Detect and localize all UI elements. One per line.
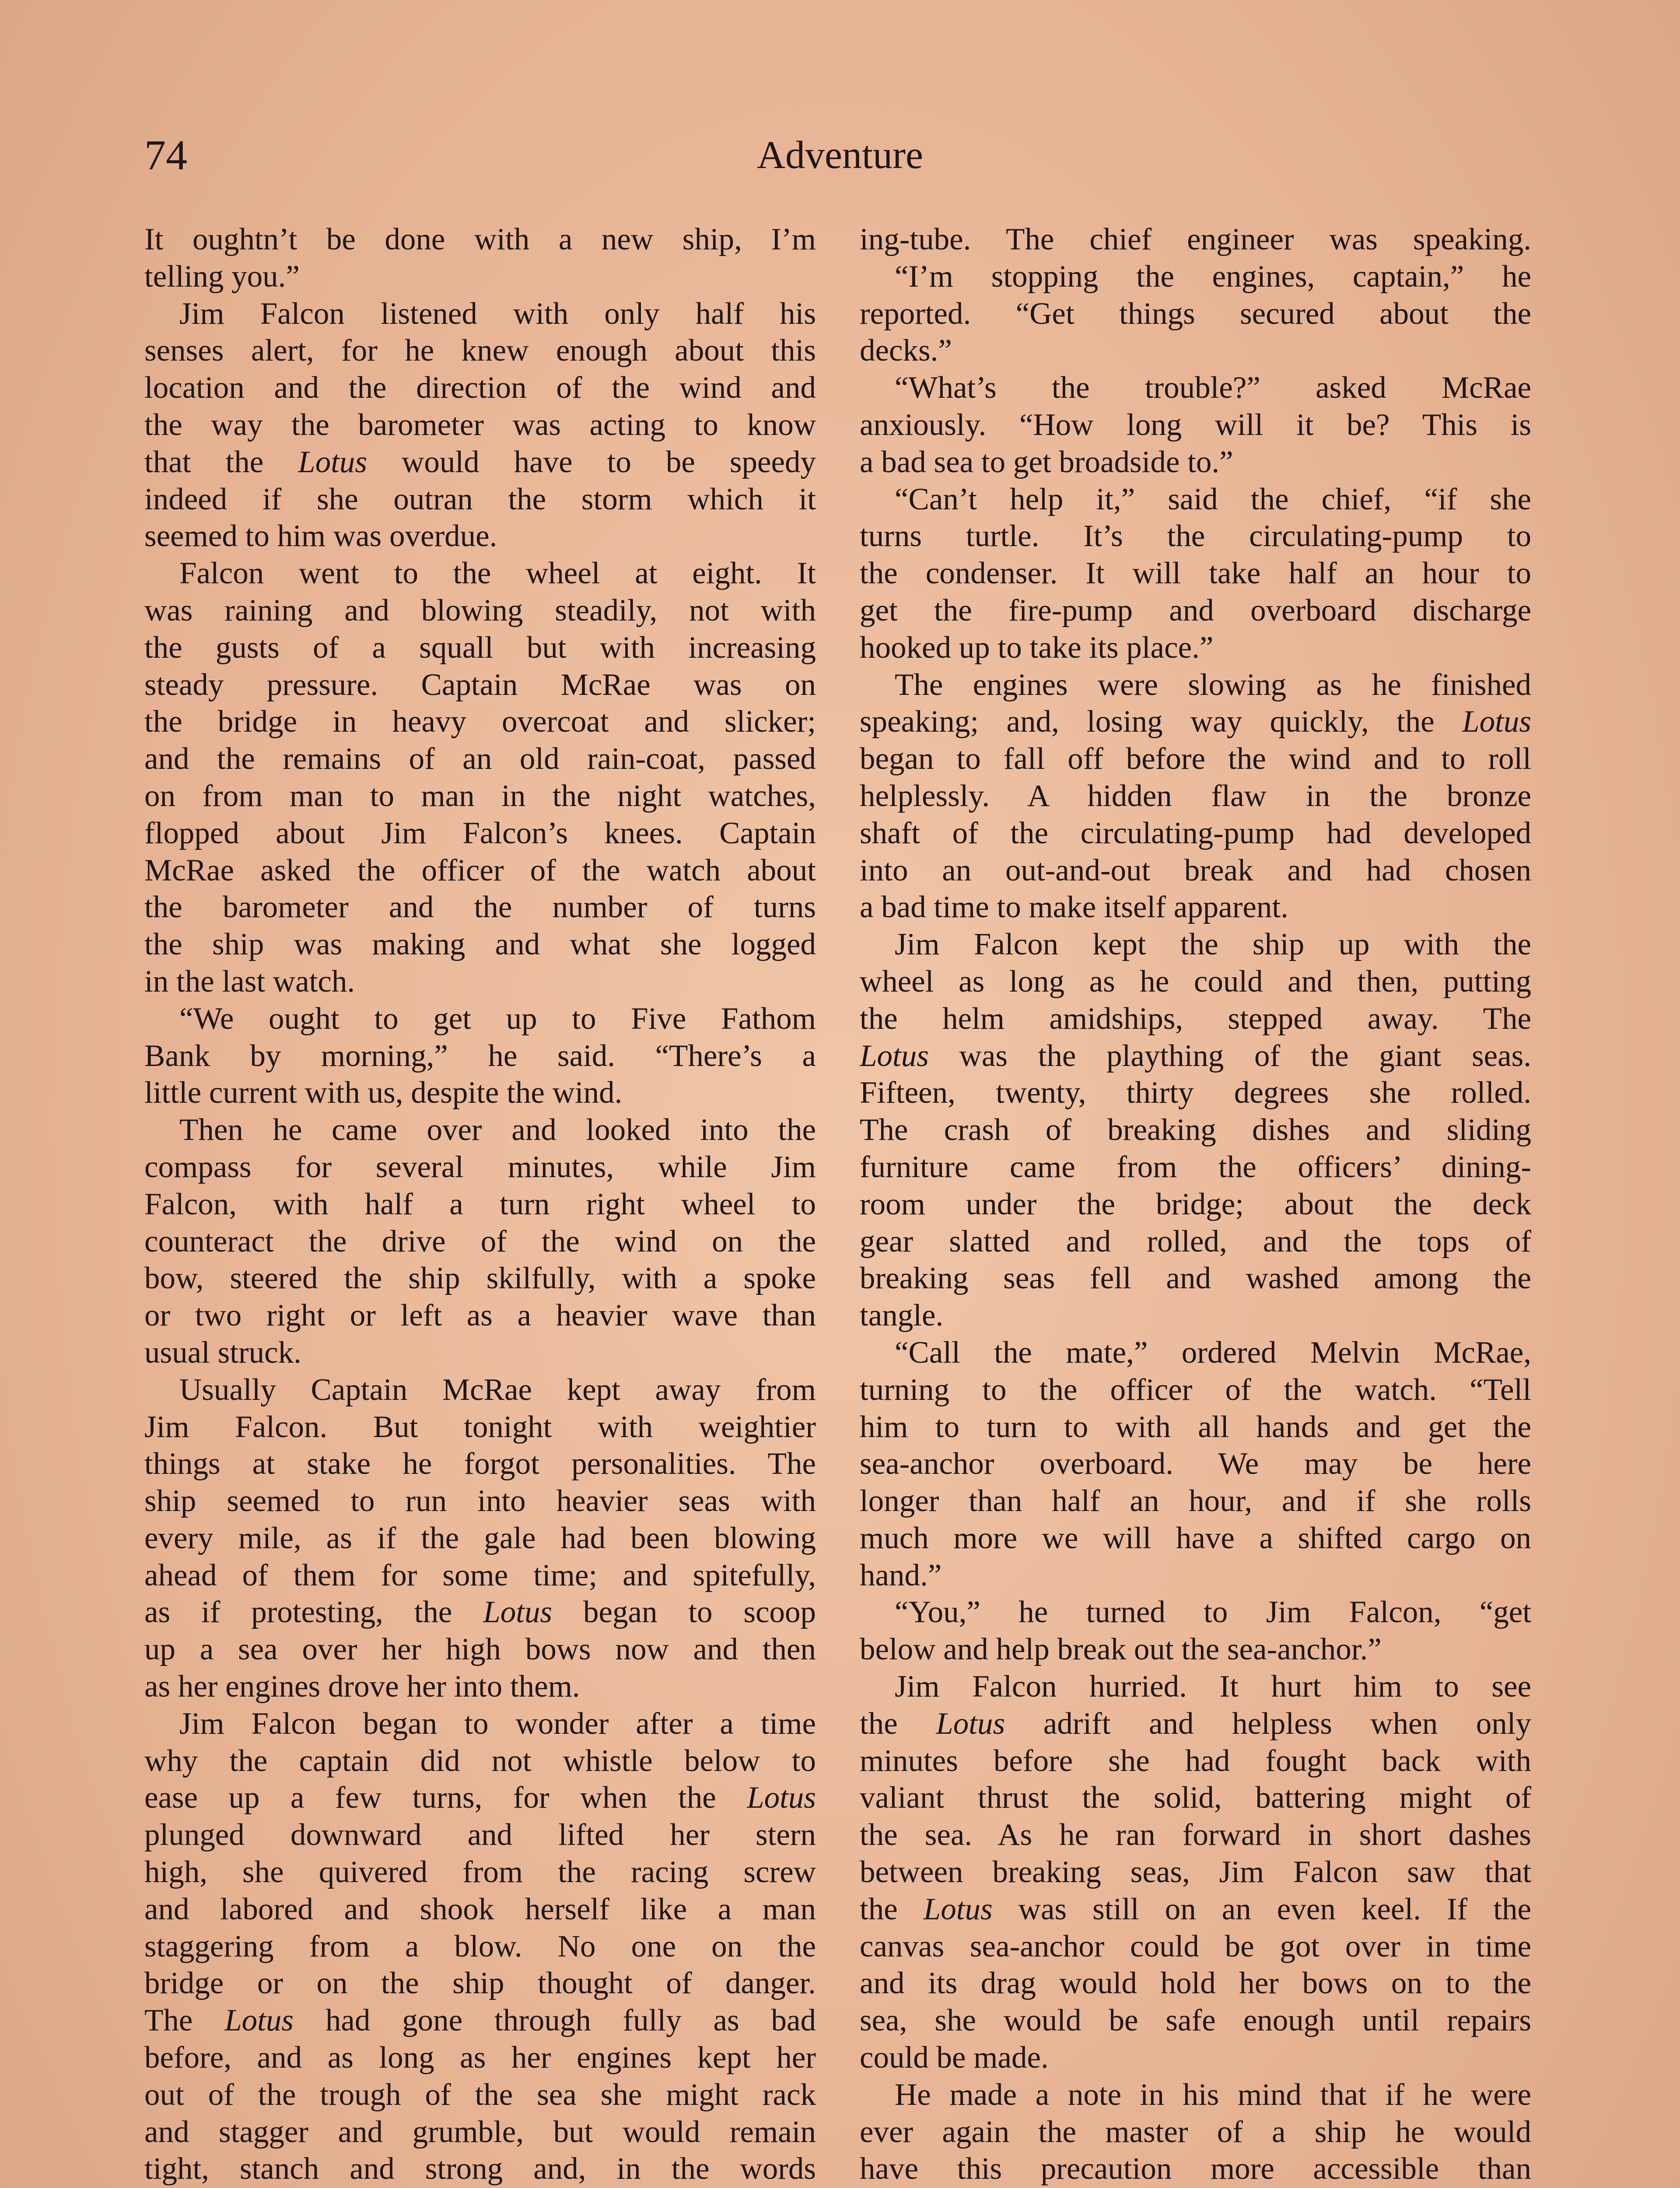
text-line: The Lotus had gone through fully as bad xyxy=(144,2003,816,2038)
text-line: Jim Falcon began to wonder after a time xyxy=(179,1706,816,1741)
text-line: the bridge in heavy overcoat and slicker; xyxy=(144,705,816,739)
text-line: bow, steered the ship skilfully, with a spoke xyxy=(144,1261,816,1296)
text-line: a bad sea to get broadside to.” xyxy=(860,445,1233,479)
text-line: seemed to him was overdue. xyxy=(144,519,497,554)
text-line: below and help break out the sea-anchor.” xyxy=(860,1632,1382,1667)
text-line: began to fall off before the wind and to roll xyxy=(860,742,1531,776)
text-line: sea, she would be safe enough until repairs xyxy=(860,2003,1531,2038)
text-line: the sea. As he ran forward in short dashes xyxy=(860,1818,1531,1852)
text-line: and the remains of an old rain-coat, passed xyxy=(144,742,816,776)
text-line: steady pressure. Captain McRae was on xyxy=(144,667,816,702)
text-line: Jim Falcon hurried. It hurt him to see xyxy=(895,1669,1531,1704)
right-column xyxy=(860,221,1531,2188)
text-line: Jim Falcon kept the ship up with the xyxy=(895,927,1531,962)
text-line: the Lotus was still on an even keel. If the xyxy=(860,1892,1531,1926)
text-line: ever again the master of a ship he would xyxy=(860,2114,1531,2149)
text-line: decks.” xyxy=(860,333,952,368)
text-line: gear slatted and rolled, and the tops of xyxy=(860,1224,1531,1259)
text-line: the ship was making and what she logged xyxy=(144,927,816,962)
text-line: tight, stanch and strong and, in the words xyxy=(144,2152,816,2186)
text-line: sea-anchor overboard. We may be here xyxy=(860,1447,1531,1481)
text-line: into an out-and-out break and had chosen xyxy=(860,853,1531,887)
text-line: minutes before she had fought back with xyxy=(860,1743,1531,1778)
text-line: as her engines drove her into them. xyxy=(144,1669,580,1704)
text-line: helplessly. A hidden flaw in the bronze xyxy=(860,778,1531,813)
text-line: and its drag would hold her bows on to the xyxy=(860,1966,1531,2001)
text-line: “We ought to get up to Five Fathom xyxy=(179,1001,816,1036)
text-line: the gusts of a squall but with increasing xyxy=(144,630,816,665)
text-line: Falcon, with half a turn right wheel to xyxy=(144,1187,816,1221)
running-title: Adventure xyxy=(757,133,923,177)
text-line: canvas sea-anchor could be got over in time xyxy=(860,1929,1531,1964)
text-line: Jim Falcon. But tonight with weightier xyxy=(144,1410,816,1444)
text-line: little current with us, despite the wind. xyxy=(144,1076,623,1110)
text-line: Fifteen, twenty, thirty degrees she rolled. xyxy=(860,1076,1531,1110)
text-line: anxiously. “How long will it be? This is xyxy=(860,407,1531,442)
text-line: shaft of the circulating-pump had developed xyxy=(860,816,1531,850)
text-line: counteract the drive of the wind on the xyxy=(144,1224,816,1259)
text-line: a bad time to make itself apparent. xyxy=(860,890,1288,925)
text-line: ing-tube. The chief engineer was speaking. xyxy=(860,222,1531,256)
text-line: the helm amidships, stepped away. The xyxy=(860,1001,1531,1036)
text-line: as if protesting, the Lotus began to scoop xyxy=(144,1595,816,1630)
text-line: turns turtle. It’s the circulating-pump to xyxy=(860,519,1531,554)
text-line: location and the direction of the wind and xyxy=(144,371,816,405)
text-line: flopped about Jim Falcon’s knees. Captain xyxy=(144,816,816,850)
text-line: ahead of them for some time; and spitefully, xyxy=(144,1558,816,1592)
text-line: out of the trough of the sea she might rack xyxy=(144,2077,816,2112)
text-line: between breaking seas, Jim Falcon saw that xyxy=(860,1855,1531,1890)
text-line: The engines were slowing as he finished xyxy=(895,667,1531,702)
text-line: hooked up to take its place.” xyxy=(860,630,1214,665)
text-line: indeed if she outran the storm which it xyxy=(144,482,816,516)
text-line: It oughtn’t be done with a new ship, I’m xyxy=(144,222,816,256)
text-line: things at stake he forgot personalities. The xyxy=(144,1447,816,1481)
text-line: the barometer and the number of turns xyxy=(144,890,816,925)
text-line: “You,” he turned to Jim Falcon, “get xyxy=(895,1595,1531,1630)
text-line: the condenser. It will take half an hour to xyxy=(860,556,1531,591)
text-line: could be made. xyxy=(860,2041,1049,2075)
text-line: Lotus was the plaything of the giant seas. xyxy=(860,1038,1531,1073)
text-line: ease up a few turns, for when the Lotus xyxy=(144,1781,816,1815)
text-line: “Can’t help it,” said the chief, “if she xyxy=(895,482,1531,516)
article-body xyxy=(144,221,1531,2188)
text-line: much more we will have a shifted cargo on xyxy=(860,1521,1531,1555)
text-line: He made a note in his mind that if he were xyxy=(895,2077,1531,2112)
text-line: Then he came over and looked into the xyxy=(179,1113,816,1147)
text-line: bridge or on the ship thought of danger. xyxy=(144,1966,816,2001)
text-line: turning to the officer of the watch. “Tell xyxy=(860,1372,1531,1407)
text-line: was raining and blowing steadily, not with xyxy=(144,593,816,628)
text-line: Bank by morning,” he said. “There’s a xyxy=(144,1038,816,1073)
text-line: get the fire-pump and overboard discharge xyxy=(860,593,1531,628)
text-line: “I’m stopping the engines, captain,” he xyxy=(895,259,1531,294)
text-line: in the last watch. xyxy=(144,964,355,999)
text-line: longer than half an hour, and if she rolls xyxy=(860,1484,1531,1518)
text-line: Usually Captain McRae kept away from xyxy=(179,1372,816,1407)
text-line: telling you.” xyxy=(144,259,300,294)
page-number: 74 xyxy=(144,132,187,179)
text-line: valiant thrust the solid, battering might of xyxy=(860,1781,1531,1815)
text-line: before, and as long as her engines kept her xyxy=(144,2041,816,2075)
text-line: breaking seas fell and washed among the xyxy=(860,1261,1531,1296)
text-line: the way the barometer was acting to know xyxy=(144,407,816,442)
text-line: plunged downward and lifted her stern xyxy=(144,1818,816,1852)
text-line: every mile, as if the gale had been blowing xyxy=(144,1521,816,1555)
text-line: wheel as long as he could and then, putting xyxy=(860,964,1531,999)
text-line: and stagger and grumble, but would remain xyxy=(144,2114,816,2149)
text-line: that the Lotus would have to be speedy xyxy=(144,445,816,479)
text-line: “What’s the trouble?” asked McRae xyxy=(895,371,1531,405)
text-line: “Call the mate,” ordered Melvin McRae, xyxy=(895,1335,1531,1370)
text-line: Jim Falcon listened with only half his xyxy=(179,296,816,331)
text-line: high, she quivered from the racing screw xyxy=(144,1855,816,1890)
text-line: staggering from a blow. No one on the xyxy=(144,1929,816,1964)
text-line: tangle. xyxy=(860,1298,944,1333)
text-line: The crash of breaking dishes and sliding xyxy=(860,1113,1531,1147)
page-header xyxy=(144,131,1536,179)
text-line: have this precaution more accessible than xyxy=(860,2152,1531,2186)
text-line: furniture came from the officers’ dining- xyxy=(860,1150,1531,1184)
text-line: compass for several minutes, while Jim xyxy=(144,1150,816,1184)
text-line: reported. “Get things secured about the xyxy=(860,296,1531,331)
text-line: and labored and shook herself like a man xyxy=(144,1892,816,1926)
text-line: speaking; and, losing way quickly, the Lotus xyxy=(860,705,1531,739)
text-line: why the captain did not whistle below to xyxy=(144,1743,816,1778)
left-column xyxy=(144,221,816,2188)
text-line: up a sea over her high bows now and then xyxy=(144,1632,816,1667)
text-line: him to turn to with all hands and get the xyxy=(860,1410,1531,1444)
text-line: senses alert, for he knew enough about this xyxy=(144,333,816,368)
text-line: usual struck. xyxy=(144,1335,301,1370)
text-line: Falcon went to the wheel at eight. It xyxy=(179,556,816,591)
text-line: hand.” xyxy=(860,1558,942,1592)
text-line: the Lotus adrift and helpless when only xyxy=(860,1706,1531,1741)
text-line: McRae asked the officer of the watch about xyxy=(144,853,816,887)
text-line: on from man to man in the night watches, xyxy=(144,778,816,813)
text-line: ship seemed to run into heavier seas with xyxy=(144,1484,816,1518)
text-line: room under the bridge; about the deck xyxy=(860,1187,1531,1221)
text-line: or two right or left as a heavier wave than xyxy=(144,1298,816,1333)
